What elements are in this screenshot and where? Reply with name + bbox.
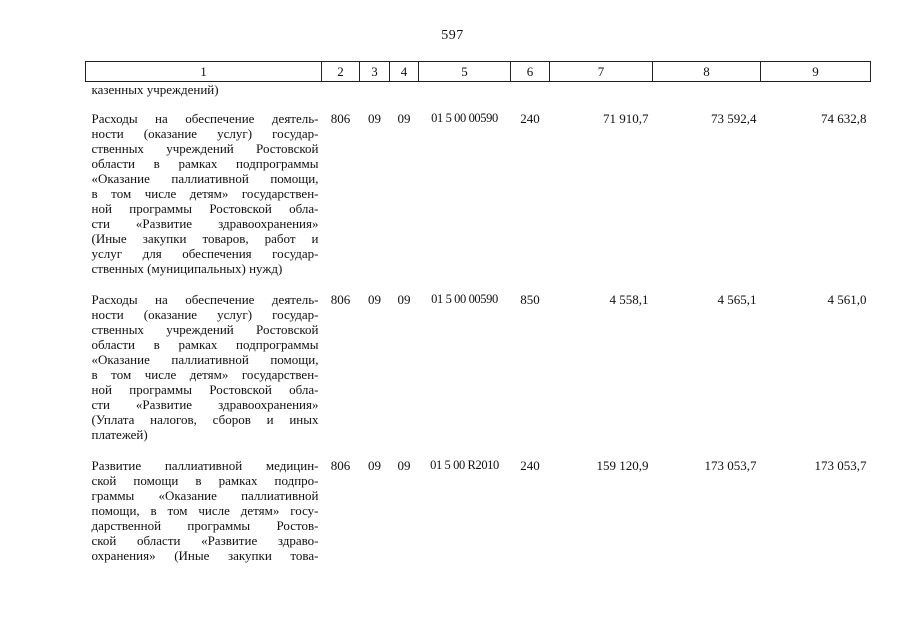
budget-table bbox=[85, 61, 871, 572]
description-line: ственных (муниципальных) нужд) bbox=[91, 261, 283, 276]
amount-col-9: 74 632,8 bbox=[821, 111, 867, 126]
description-line: услуг для обеспечения государ- bbox=[91, 246, 319, 261]
description-line: ности (оказание услуг) государ- bbox=[91, 126, 319, 141]
column-header: 4 bbox=[390, 62, 419, 82]
amount-col-8: 4 565,1 bbox=[717, 292, 757, 307]
description-line: граммы «Оказание паллиативной bbox=[91, 488, 319, 503]
description-line: Расходы на обеспечение деятель- bbox=[91, 292, 319, 307]
description-line: ной программы Ростовской обла- bbox=[91, 201, 319, 216]
description-line: области в рамках подпрограммы bbox=[91, 156, 319, 171]
row-description bbox=[86, 285, 322, 451]
description-line: ственных учреждений Ростовской bbox=[91, 141, 319, 156]
section-code: 09 bbox=[368, 111, 381, 126]
continuation-row bbox=[86, 82, 871, 105]
expense-type-code: 240 bbox=[520, 458, 540, 473]
column-header: 8 bbox=[653, 62, 761, 82]
description-line: Расходы на обеспечение деятель- bbox=[91, 111, 319, 126]
description-line: «Оказание паллиативной помощи, bbox=[91, 352, 319, 367]
amount-col-9: 4 561,0 bbox=[827, 292, 867, 307]
description-line: сти «Развитие здравоохранения» bbox=[91, 216, 319, 231]
row-description bbox=[86, 451, 322, 572]
description-line: «Оказание паллиативной помощи, bbox=[91, 171, 319, 186]
amount-col-8: 173 053,7 bbox=[704, 458, 757, 473]
description-line: (Уплата налогов, сборов и иных bbox=[91, 412, 319, 427]
column-number-header bbox=[86, 62, 871, 82]
description-line: платежей) bbox=[91, 427, 148, 442]
amount-col-9: 173 053,7 bbox=[814, 458, 867, 473]
description-line: ской помощи в рамках подпро- bbox=[91, 473, 319, 488]
column-header: 1 bbox=[86, 62, 322, 82]
amount-col-8: 73 592,4 bbox=[711, 111, 757, 126]
table-row bbox=[86, 451, 871, 572]
continuation-text: казенных учреждений) bbox=[91, 82, 219, 97]
target-article-code: 01 5 00 00590 bbox=[431, 111, 498, 125]
description-line: в том числе детям» государствен- bbox=[91, 367, 319, 382]
amount-col-7: 159 120,9 bbox=[596, 458, 649, 473]
expense-type-code: 240 bbox=[520, 111, 540, 126]
table-row bbox=[86, 285, 871, 451]
row-description bbox=[86, 104, 322, 285]
column-header: 5 bbox=[419, 62, 511, 82]
description-line: ственных учреждений Ростовской bbox=[91, 322, 319, 337]
description-line: ности (оказание услуг) государ- bbox=[91, 307, 319, 322]
section-code: 09 bbox=[368, 458, 381, 473]
table-row bbox=[86, 104, 871, 285]
description-line: помощи, в том числе детям» госу- bbox=[91, 503, 319, 518]
column-header: 9 bbox=[761, 62, 871, 82]
target-article-code: 01 5 00 R2010 bbox=[430, 458, 499, 472]
description-line: дарственной программы Ростов- bbox=[91, 518, 319, 533]
description-line: охранения» (Иные закупки това- bbox=[91, 548, 319, 563]
description-line: в том числе детям» государствен- bbox=[91, 186, 319, 201]
grbs-code: 806 bbox=[330, 111, 351, 126]
column-header: 6 bbox=[511, 62, 550, 82]
description-line: ной программы Ростовской обла- bbox=[91, 382, 319, 397]
expense-type-code: 850 bbox=[520, 292, 540, 307]
subsection-code: 09 bbox=[397, 292, 411, 307]
column-header: 3 bbox=[360, 62, 390, 82]
grbs-code: 806 bbox=[330, 292, 351, 307]
description-line: ской области «Развитие здраво- bbox=[91, 533, 319, 548]
amount-col-7: 71 910,7 bbox=[603, 111, 649, 126]
column-header: 2 bbox=[322, 62, 360, 82]
subsection-code: 09 bbox=[397, 458, 411, 473]
column-header: 7 bbox=[550, 62, 653, 82]
description-line: Развитие паллиативной медицин- bbox=[91, 458, 319, 473]
subsection-code: 09 bbox=[397, 111, 411, 126]
target-article-code: 01 5 00 00590 bbox=[431, 292, 498, 306]
grbs-code: 806 bbox=[330, 458, 351, 473]
description-line: области в рамках подпрограммы bbox=[91, 337, 319, 352]
description-line: сти «Развитие здравоохранения» bbox=[91, 397, 319, 412]
page-number: 597 bbox=[441, 28, 464, 43]
amount-col-7: 4 558,1 bbox=[609, 292, 649, 307]
section-code: 09 bbox=[368, 292, 381, 307]
description-line: (Иные закупки товаров, работ и bbox=[91, 231, 319, 246]
